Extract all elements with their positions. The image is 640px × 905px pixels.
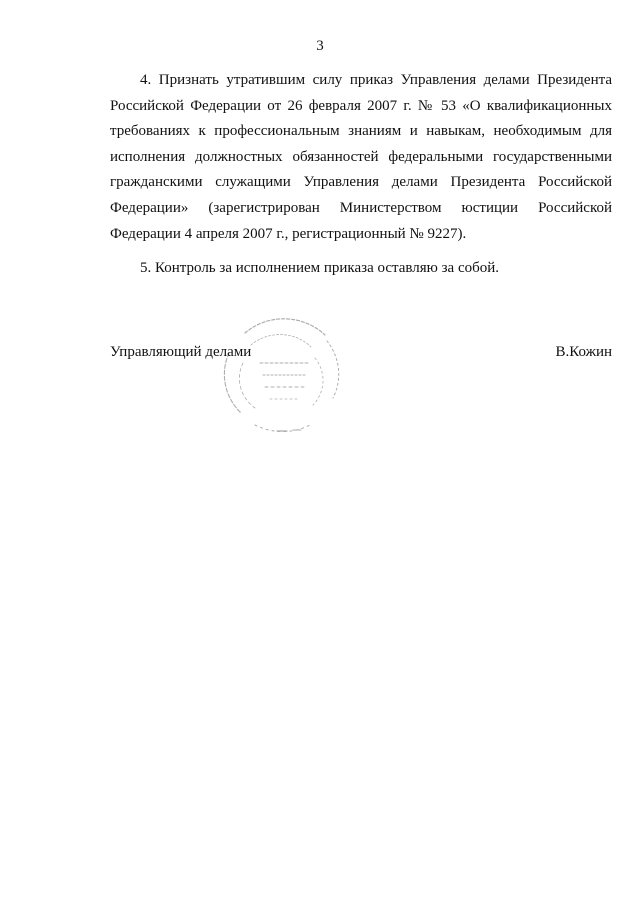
- paragraph-4: 4. Признать утратившим силу приказ Управления делами Президента Российской Федерации от 26 февраля 2007 г. № 53 «О квалификационных требованиях к профессиональным знаниям и навыкам, необходимым для исполнения должностных обязанностей федеральными государственными гражданскими служащими Управления делами Президента Российской Федерации» (зарегистрирован Министерством юстиции Российской Федерации 4 апреля 2007 г., регистрационный № 9227).: [110, 72, 612, 242]
- official-seal-stamp: [215, 313, 345, 438]
- paragraph-5: 5. Контроль за исполнением приказа оставляю за собой.: [140, 260, 500, 276]
- page-number: 3: [316, 38, 324, 54]
- signer-name: В.Кожин: [555, 344, 612, 360]
- signature-block: [110, 344, 612, 368]
- signer-title: Управляющий делами: [110, 344, 252, 360]
